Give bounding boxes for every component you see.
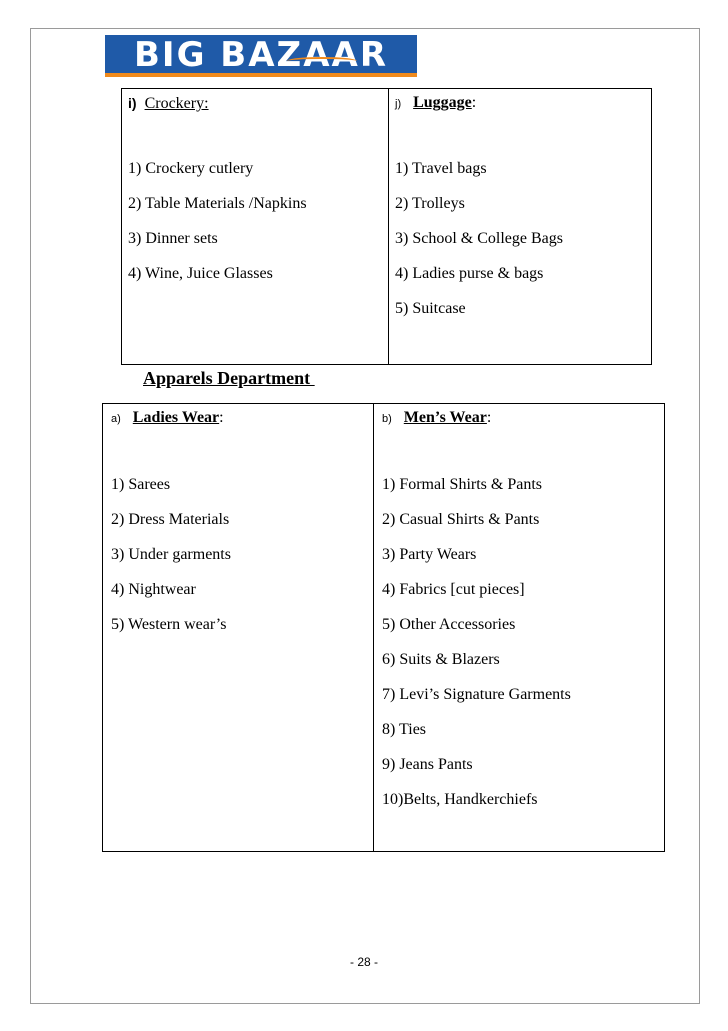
- list-item: 3) Dinner sets: [128, 230, 218, 247]
- list-item: 4) Nightwear: [111, 581, 196, 598]
- crockery-heading: [128, 93, 209, 114]
- crockery-list: [128, 159, 307, 299]
- mens-wear-title: Men’s Wear: [403, 409, 487, 426]
- luggage-marker: j): [395, 98, 402, 110]
- crockery-marker: i): [128, 95, 137, 111]
- list-item: 2) Dress Materials: [111, 511, 230, 528]
- crockery-title: Crockery:: [144, 95, 209, 112]
- luggage-list: [395, 159, 563, 334]
- list-item: 6) Suits & Blazers: [382, 651, 500, 668]
- mens-wear-cell: [374, 404, 665, 852]
- list-item: 5) Western wear’s: [111, 616, 227, 633]
- big-bazaar-logo: [105, 35, 417, 77]
- ladies-wear-cell: [103, 404, 374, 852]
- crockery-cell: [122, 89, 389, 365]
- list-item: 1) Sarees: [111, 476, 171, 493]
- list-item: 10)Belts, Handkerchiefs: [382, 791, 538, 808]
- crockery-luggage-table: [121, 88, 652, 365]
- list-item: 5) Other Accessories: [382, 616, 516, 633]
- logo-text: BIG BAZAAR: [134, 35, 388, 75]
- list-item: 8) Ties: [382, 721, 427, 738]
- section-title: Apparels Department: [143, 368, 315, 388]
- list-item: 3) Under garments: [111, 546, 231, 563]
- list-item: 1) Travel bags: [395, 160, 487, 177]
- list-item: 4) Wine, Juice Glasses: [128, 265, 273, 282]
- ladies-wear-heading: [111, 408, 224, 429]
- mens-wear-marker: b): [382, 413, 392, 425]
- list-item: 7) Levi’s Signature Garments: [382, 686, 571, 703]
- ladies-wear-list: [111, 475, 231, 650]
- list-item: 3) Party Wears: [382, 546, 477, 563]
- list-item: 1) Crockery cutlery: [128, 160, 254, 177]
- list-item: 5) Suitcase: [395, 300, 466, 317]
- list-item: 2) Trolleys: [395, 195, 465, 212]
- luggage-colon: :: [471, 94, 477, 111]
- page-number: - 28 -: [349, 955, 378, 969]
- list-item: 2) Casual Shirts & Pants: [382, 511, 540, 528]
- apparels-table: [102, 403, 665, 852]
- mens-wear-heading: [382, 408, 491, 429]
- ladies-wear-colon: :: [219, 409, 224, 426]
- ladies-wear-title: Ladies Wear: [132, 409, 220, 426]
- ladies-wear-marker: a): [111, 413, 121, 425]
- list-item: 2) Table Materials /Napkins: [128, 195, 307, 212]
- luggage-title: Luggage: [413, 94, 472, 111]
- list-item: 1) Formal Shirts & Pants: [382, 476, 543, 493]
- list-item: 4) Fabrics [cut pieces]: [382, 581, 525, 598]
- list-item: 9) Jeans Pants: [382, 756, 473, 773]
- list-item: 3) School & College Bags: [395, 230, 563, 247]
- luggage-heading: [395, 93, 476, 114]
- list-item: 4) Ladies purse & bags: [395, 265, 544, 282]
- logo-swoosh: [287, 57, 357, 65]
- mens-wear-colon: :: [486, 409, 492, 426]
- luggage-cell: [389, 89, 652, 365]
- mens-wear-list: [382, 475, 571, 825]
